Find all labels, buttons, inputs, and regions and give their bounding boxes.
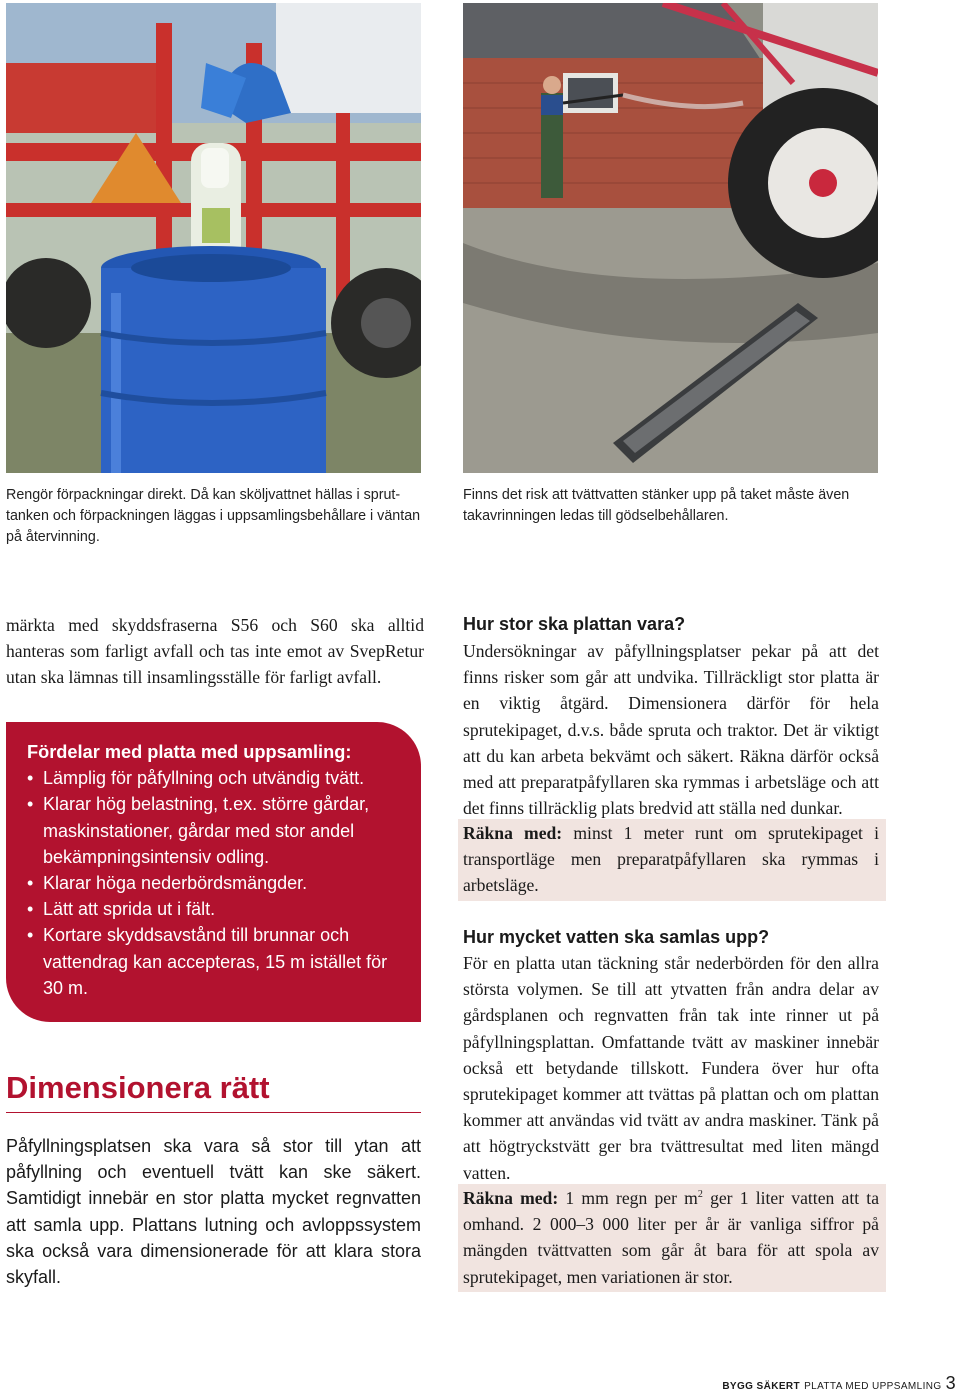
- advantages-box: [6, 722, 421, 1022]
- calc-water-text: [463, 1185, 879, 1290]
- advantage-item: • Klarar höga nederbördsmängder.: [27, 870, 409, 896]
- calc-value-post: ger 1 liter vatten att ta omhand. 2 000–3 000 liter per år är vanliga siffror på mängden tvättvatten som går åt bara för att spola av sprutekipaget, men variationen är stor.: [463, 1188, 880, 1287]
- section-heading-dimension: Dimensionera rätt: [6, 1070, 270, 1105]
- size-paragraph: Undersökningar av påfyllningsplatser pekar på att det finns risker som går att undvika. Tillräckligt stor platta är en viktig åtgärd. Dimensionera därför för hela sprutekipaget, d.v.s. både spruta och traktor. Det är viktigt att du kan arbeta bekvämt och säkert. Räkna därför också med att preparatpåfyllaren ska rymmas i arbetsläge och att det finns tillräcklig plats bredvid att ställa ned dunkar.: [463, 641, 879, 819]
- photo-washing-platform-icon: [463, 3, 878, 473]
- water-paragraph: För en platta utan täckning står nederbörden för den allra största volymen. Se till att ytvatten från andra delar av gårdsplanen och regnvatten från tak inte rinner ut på påfyllningsplattan. Omfattande tvätt av maskiner innebär också ett betydande tillskott. Fundera över hur ofta sprutekipaget kommer att tvättas på plattan och om plattan kommer att användas vid tvätt av andra maskiner. Tänk på att högtryckstvätt ger bra tvättresultat med liten mängd vatten.: [463, 953, 879, 1183]
- calc-value: minst 1 meter runt om sprutekipaget i transportläge men preparatpåfyllaren ska rymmas i arbetsläge.: [463, 823, 879, 896]
- washing-platform-photo: [463, 3, 878, 473]
- calc-size-text: [463, 820, 879, 899]
- intro-paragraph: märkta med skyddsfraserna S56 och S60 ska alltid hanteras som farligt avfall och tas inte emot av SvepRetur utan ska lämnas till insamlingsställe för farligt avfall.: [6, 615, 424, 688]
- subheading-water: Hur mycket vatten ska samlas upp?: [463, 927, 770, 947]
- page-number: 3: [945, 1373, 956, 1393]
- advantages-list: [27, 765, 409, 1001]
- caption-right: Finns det risk att tvättvatten stänker upp på taket måste även takavrinningen ledas till gödselbehållaren.: [463, 487, 850, 524]
- dimension-paragraph: Påfyllningsplatsen ska vara så stor till ytan att påfyllning och eventuell tvätt kan ske säkert. Samtidigt innebär en stor platta mycket regnvatten att samla upp. Plattans lutning och avloppssystem ska också vara dimensionerade för att klara stora skyfall.: [6, 1136, 421, 1288]
- advantage-item: • Kortare skyddsavstånd till brunnar och vattendrag kan accepteras, 15 m istället för 30 m.: [27, 922, 409, 1001]
- footer-title: PLATTA MED UPPSAMLING: [804, 1381, 942, 1392]
- barrel-rinse-photo: [6, 3, 421, 473]
- advantages-title: Fördelar med platta med uppsamling:: [27, 742, 352, 762]
- calc-label: Räkna med:: [463, 1188, 559, 1208]
- advantage-item: • Lätt att sprida ut i fält.: [27, 896, 409, 922]
- caption-left: Rengör förpackningar direkt. Då kan sköljvattnet hällas i sprut-tanken och förpackningen läggas i uppsamlingsbehållare i väntan på återvinning.: [6, 487, 421, 545]
- heading-divider: [6, 1112, 421, 1113]
- advantage-item: • Klarar hög belastning, t.ex. större gårdar, maskinstationer, gårdar med stor andel bekämpningsintensiv odling.: [27, 791, 409, 870]
- subheading-size: Hur stor ska plattan vara?: [463, 614, 686, 634]
- calc-label: Räkna med:: [463, 823, 563, 843]
- photo-barrel-rinse-icon: [6, 3, 421, 473]
- page-footer: [722, 1373, 956, 1394]
- footer-brand: BYGG SÄKERT: [722, 1381, 801, 1392]
- calc-value-pre: 1 mm regn per m: [565, 1188, 698, 1208]
- calc-superscript: 2: [697, 1189, 703, 1201]
- advantage-item: • Lämplig för påfyllning och utvändig tvätt.: [27, 765, 409, 791]
